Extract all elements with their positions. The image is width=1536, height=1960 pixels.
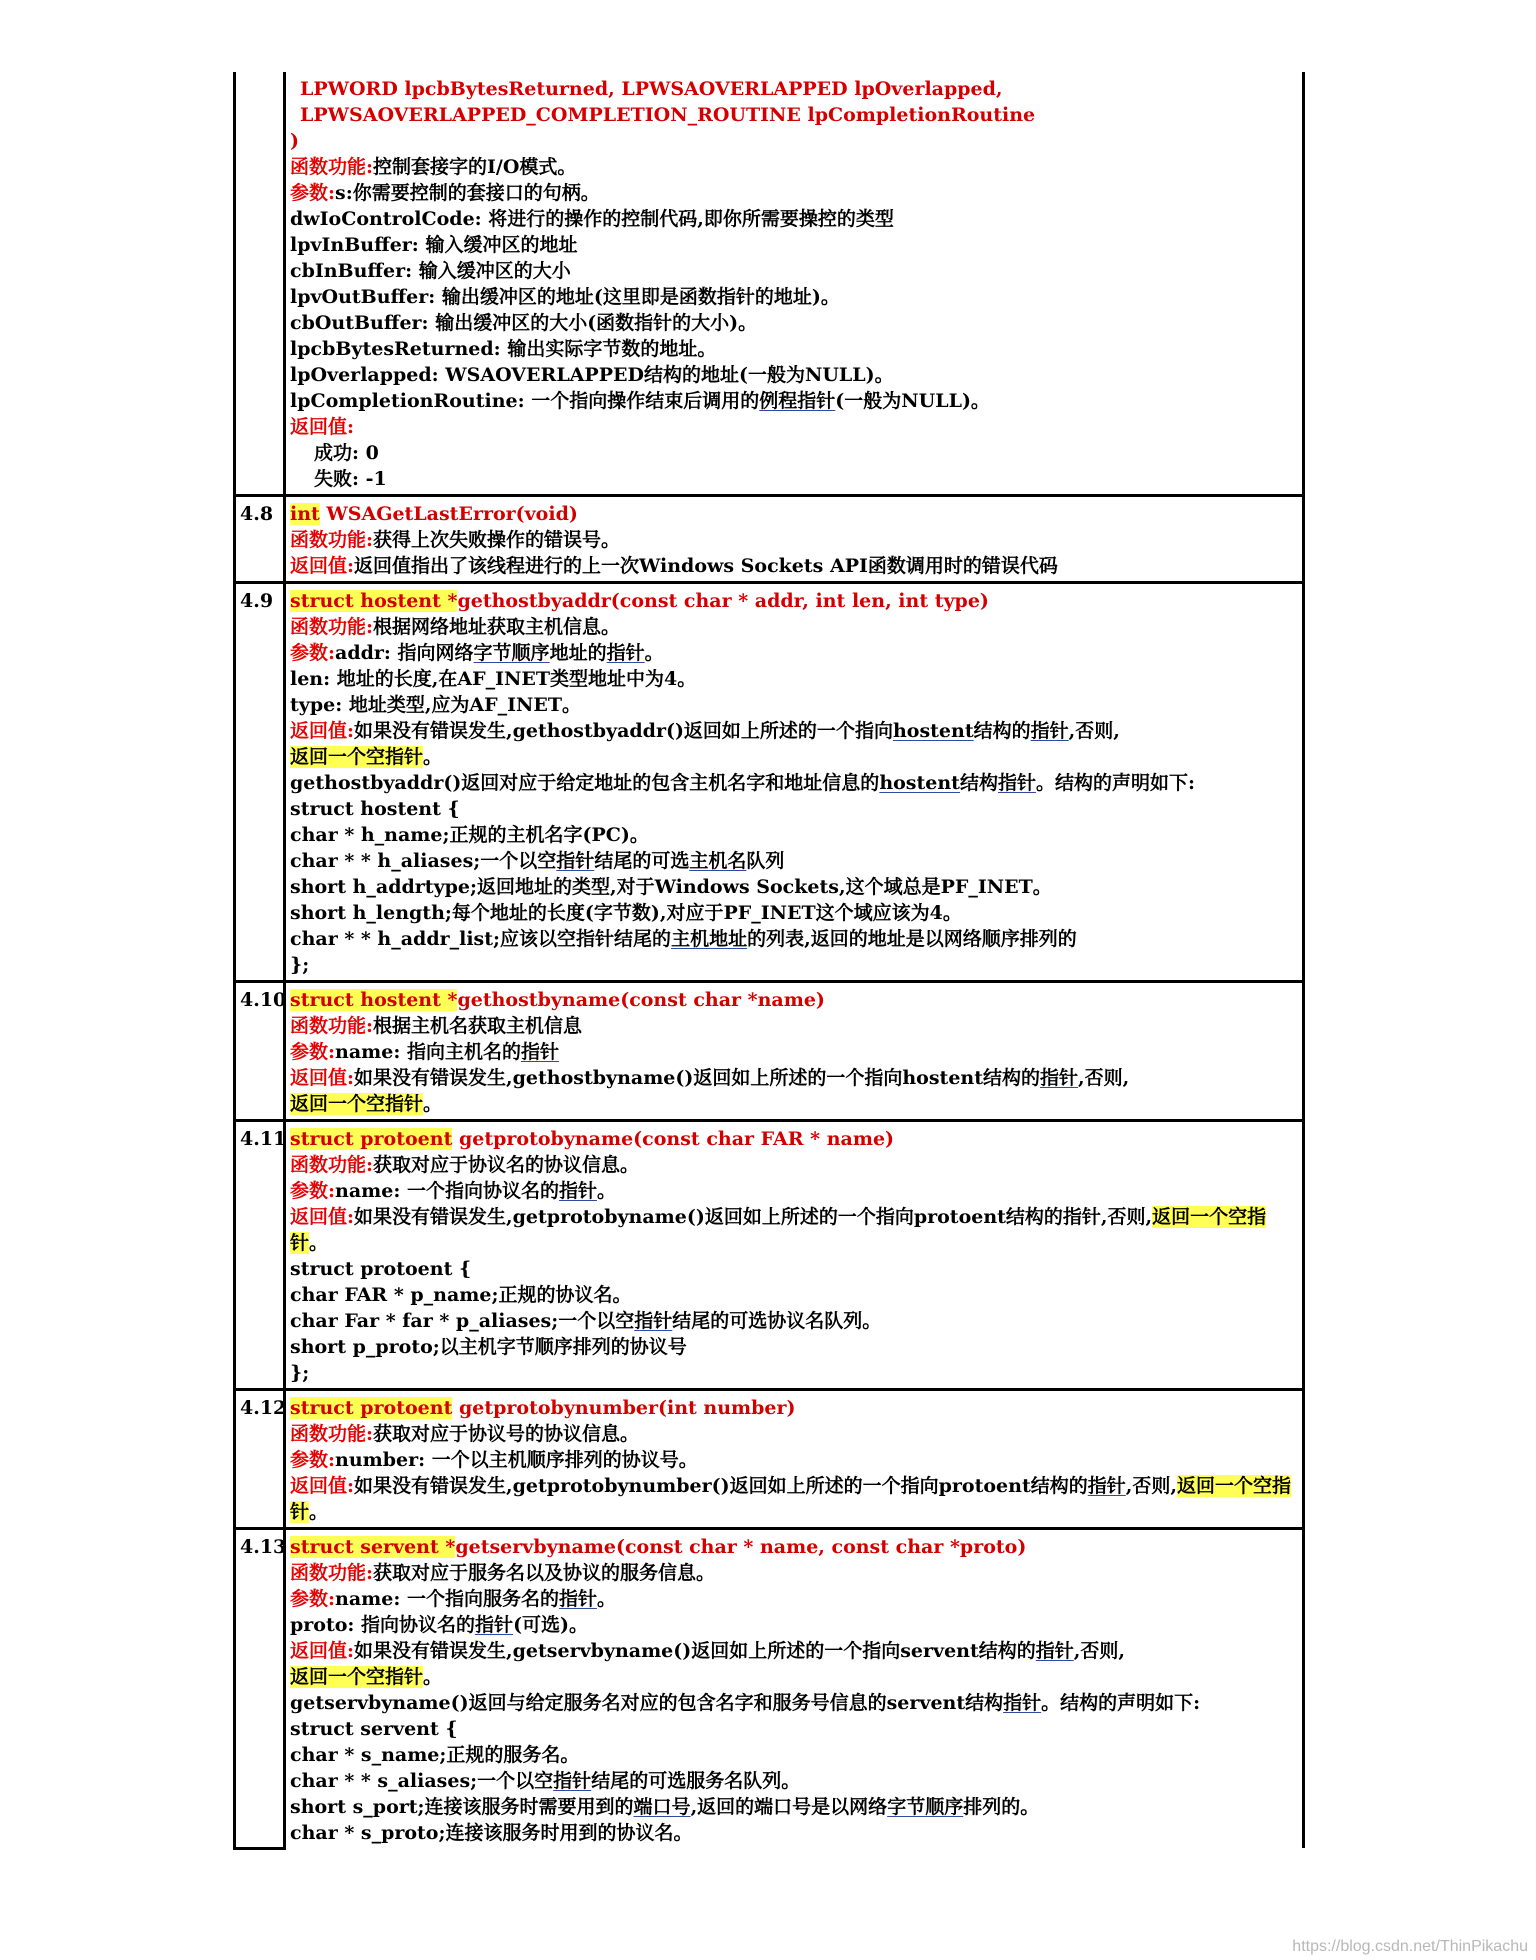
param-line: 参数:s:你需要控制的套接口的句柄。	[290, 182, 600, 204]
section-number: 4.9	[235, 583, 285, 982]
section-body	[285, 1529, 1304, 1849]
link[interactable]: 主机地址	[671, 928, 748, 950]
link[interactable]: 指针	[553, 1770, 592, 1792]
return-desc: 返回值:如果没有错误发生,gethostbyname()返回如上所述的一个指向hostent结构的指针,否则,	[290, 1067, 1130, 1089]
param-line: cbOutBuffer: 输出缓冲区的大小(函数指针的大小)。	[290, 312, 758, 334]
return-desc: 返回值:如果没有错误发生,getservbyname()返回如上所述的一个指向servent结构的指针,否则,	[290, 1640, 1126, 1662]
section-body	[285, 496, 1304, 583]
code-line: struct hostent {	[290, 798, 460, 820]
function-desc: 函数功能:获得上次失败操作的错误号。	[290, 529, 621, 551]
code-line: };	[290, 1362, 310, 1384]
link[interactable]: 指针	[558, 1180, 597, 1202]
link[interactable]: 字节顺序	[473, 642, 550, 664]
code-line: struct protoent {	[290, 1258, 472, 1280]
code-line: };	[290, 954, 310, 976]
link[interactable]: 指针	[558, 1588, 597, 1610]
return-null: 返回一个空指针。	[290, 1093, 443, 1115]
signature: struct protoent getprotobynumber(int number)	[290, 1397, 796, 1419]
return-label: 返回值:	[290, 416, 355, 438]
link[interactable]: 指针	[1035, 1640, 1074, 1662]
signature: struct hostent *gethostbyaddr(const char * addr, int len, int type)	[290, 590, 989, 612]
section-number: 4.13	[235, 1529, 285, 1849]
section-number-empty	[235, 72, 285, 496]
link[interactable]: hostent	[879, 772, 960, 794]
param-line: lpvOutBuffer: 输出缓冲区的地址(这里即是函数指针的地址)。	[290, 286, 840, 308]
code-line: char FAR * p_name;正规的协议名。	[290, 1284, 632, 1306]
return-desc: 返回值:如果没有错误发生,gethostbyaddr()返回如上所述的一个指向hostent结构的指针,否则,	[290, 720, 1120, 742]
section-4-10	[235, 982, 1304, 1121]
param-line: type: 地址类型,应为AF_INET。	[290, 694, 582, 716]
param-line: cbInBuffer: 输入缓冲区的大小	[290, 260, 571, 282]
section-number: 4.8	[235, 496, 285, 583]
section-4-11	[235, 1121, 1304, 1390]
param-line: dwIoControlCode: 将进行的操作的控制代码,即你所需要操控的类型	[290, 208, 894, 230]
code-line: char * s_name;正规的服务名。	[290, 1744, 580, 1766]
link[interactable]: 主机名	[689, 850, 747, 872]
section-body	[285, 583, 1304, 982]
link[interactable]: 指针	[1003, 1692, 1042, 1714]
code-line: char * * h_aliases;一个以空指针结尾的可选主机名队列	[290, 850, 785, 872]
section-body	[285, 1121, 1304, 1390]
param-line: 参数:addr: 指向网络字节顺序地址的指针。	[290, 642, 664, 664]
link[interactable]: 指针	[1087, 1475, 1126, 1497]
function-desc: 函数功能:获取对应于协议名的协议信息。	[290, 1154, 640, 1176]
link[interactable]: 指针	[475, 1614, 514, 1636]
section-4-12	[235, 1390, 1304, 1529]
param-line: proto: 指向协议名的指针(可选)。	[290, 1614, 589, 1636]
function-desc: 函数功能:获取对应于服务名以及协议的服务信息。	[290, 1562, 716, 1584]
param-line: 参数:name: 指向主机名的指针	[290, 1041, 559, 1063]
section-body	[285, 982, 1304, 1121]
section-4-13	[235, 1529, 1304, 1849]
code-line: short p_proto;以主机字节顺序排列的协议号	[290, 1336, 687, 1358]
section-number: 4.10	[235, 982, 285, 1121]
return-desc: 返回值:返回值指出了该线程进行的上一次Windows Sockets API函数调用时的错误代码	[290, 555, 1058, 577]
section-4-9	[235, 583, 1304, 982]
signature-line: LPWSAOVERLAPPED_COMPLETION_ROUTINE lpCompletionRoutine	[300, 104, 1036, 126]
return-fail: 失败: -1	[314, 468, 387, 490]
return-null: 返回一个空指针。	[290, 1666, 443, 1688]
return-desc: 返回值:如果没有错误发生,getprotobyname()返回如上所述的一个指向protoent结构的指针,否则,返回一个空指针。	[290, 1206, 1267, 1254]
code-line: char * * s_aliases;一个以空指针结尾的可选服务名队列。	[290, 1770, 801, 1792]
link[interactable]: 指针	[1040, 1067, 1079, 1089]
signature: struct hostent *gethostbyname(const char *name)	[290, 989, 825, 1011]
link[interactable]: 指针	[997, 772, 1036, 794]
link[interactable]: 字节顺序	[887, 1796, 964, 1818]
param-line: lpCompletionRoutine: 一个指向操作结束后调用的例程指针(一般为NULL)。	[290, 390, 990, 412]
code-line: short h_length;每个地址的长度(字节数),对应于PF_INET这个域应该为4。	[290, 902, 962, 924]
function-desc: 函数功能:获取对应于协议号的协议信息。	[290, 1423, 640, 1445]
code-line: short s_port;连接该服务时需要用到的端口号,返回的端口号是以网络字节顺序排列的。	[290, 1796, 1040, 1818]
section-body	[285, 1390, 1304, 1529]
return-null: 返回一个空指针。	[290, 746, 443, 768]
param-line: len: 地址的长度,在AF_INET类型地址中为4。	[290, 668, 697, 690]
param-line: lpvInBuffer: 输入缓冲区的地址	[290, 234, 578, 256]
code-line: struct servent {	[290, 1718, 458, 1740]
code-line: char * h_name;正规的主机名字(PC)。	[290, 824, 649, 846]
section-prev	[235, 72, 1304, 496]
section-number: 4.12	[235, 1390, 285, 1529]
section-body	[285, 72, 1304, 496]
code-line: char Far * far * p_aliases;一个以空指针结尾的可选协议名队列。	[290, 1310, 882, 1332]
param-line: lpcbBytesReturned: 输出实际字节数的地址。	[290, 338, 717, 360]
signature-line: LPWORD lpcbBytesReturned, LPWSAOVERLAPPED lpOverlapped,	[300, 78, 1003, 100]
function-desc: 函数功能:根据主机名获取主机信息	[290, 1015, 583, 1037]
api-table	[233, 72, 1305, 1850]
return-desc: 返回值:如果没有错误发生,getprotobynumber()返回如上所述的一个指向protoent结构的指针,否则,返回一个空指针。	[290, 1475, 1291, 1523]
function-desc: 函数功能:控制套接字的I/O模式。	[290, 156, 577, 178]
param-line: lpOverlapped: WSAOVERLAPPED结构的地址(一般为NULL)。	[290, 364, 894, 386]
code-line: short h_addrtype;返回地址的类型,对于Windows Sockets,这个域总是PF_INET。	[290, 876, 1052, 898]
link[interactable]: 端口号	[633, 1796, 691, 1818]
link[interactable]: 例程指针	[759, 390, 836, 412]
section-4-8	[235, 496, 1304, 583]
code-line: char * * h_addr_list;应该以空指针结尾的主机地址的列表,返回的地址是以网络顺序排列的	[290, 928, 1077, 950]
signature: struct servent *getservbyname(const char * name, const char *proto)	[290, 1536, 1027, 1558]
function-desc: 函数功能:根据网络地址获取主机信息。	[290, 616, 621, 638]
link[interactable]: 指针	[556, 850, 595, 872]
signature: int WSAGetLastError(void)	[290, 503, 578, 525]
param-line: 参数:name: 一个指向服务名的指针。	[290, 1588, 616, 1610]
struct-desc: getservbyname()返回与给定服务名对应的包含名字和服务号信息的servent结构指针。结构的声明如下:	[290, 1692, 1201, 1714]
param-line: 参数:name: 一个指向协议名的指针。	[290, 1180, 616, 1202]
link[interactable]: 指针	[1030, 720, 1069, 742]
link[interactable]: hostent	[892, 720, 974, 742]
struct-desc: gethostbyaddr()返回对应于给定地址的包含主机名字和地址信息的hostent结构指针。结构的声明如下:	[290, 772, 1195, 794]
link[interactable]: 指针	[606, 642, 645, 664]
signature-line: )	[290, 130, 299, 152]
section-number: 4.11	[235, 1121, 285, 1390]
signature: struct protoent getprotobyname(const char FAR * name)	[290, 1128, 895, 1150]
code-line: char * s_proto;连接该服务时用到的协议名。	[290, 1822, 693, 1844]
return-ok: 成功: 0	[314, 442, 379, 464]
link[interactable]: 指针	[520, 1041, 559, 1063]
watermark: https://blog.csdn.net/ThinPikachu	[1292, 1938, 1528, 1955]
param-line: 参数:number: 一个以主机顺序排列的协议号。	[290, 1449, 698, 1471]
link[interactable]: 指针	[634, 1310, 673, 1332]
